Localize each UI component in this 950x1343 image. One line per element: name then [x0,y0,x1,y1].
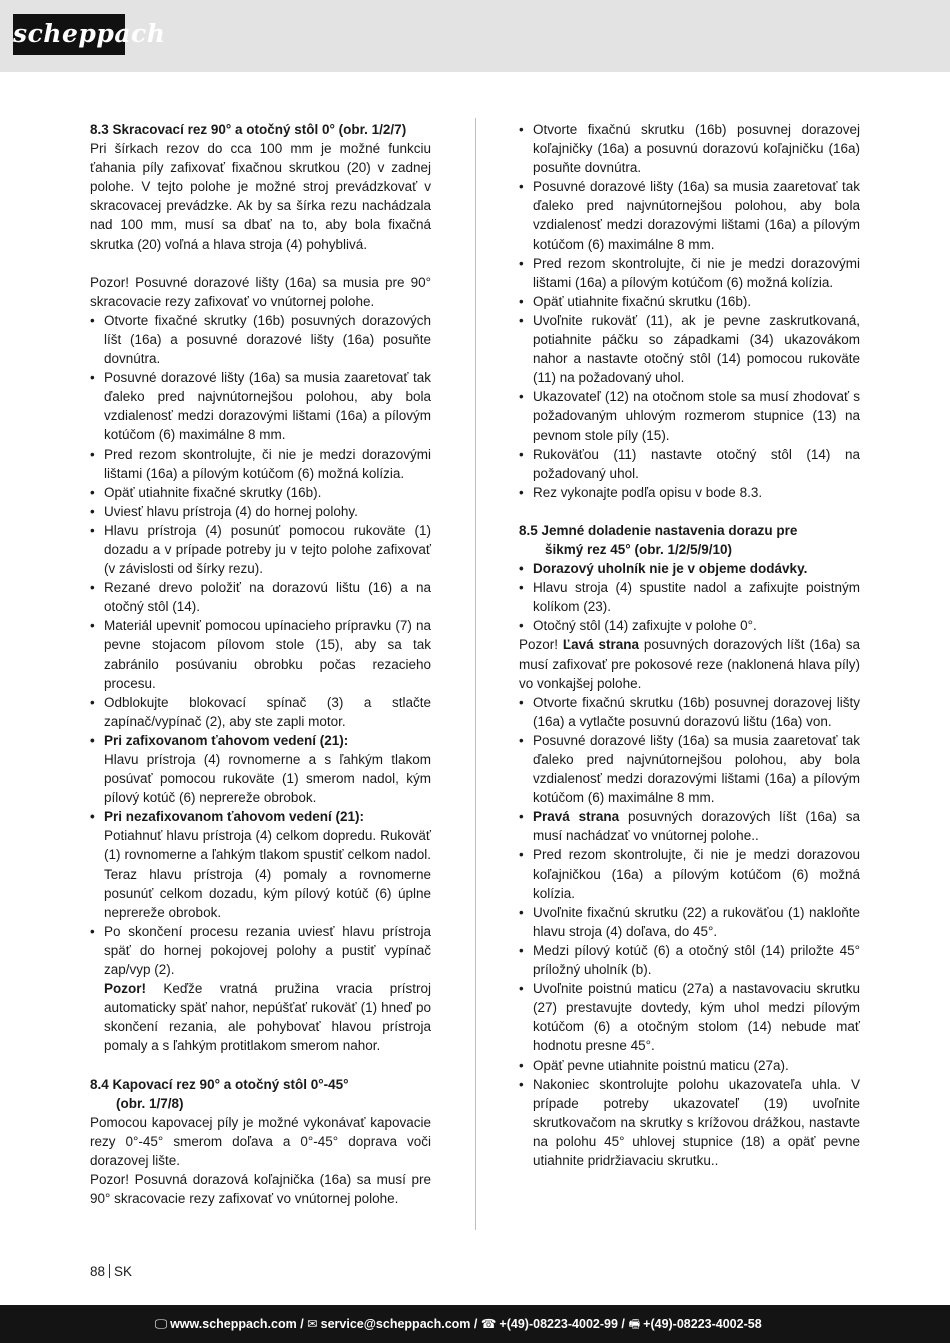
footer-fax: +(49)-08223-4002-58 [643,1317,762,1331]
list-item: • Opäť utiahnite fixačnú skrutku (16b). [519,292,860,311]
list-item: • Uviesť hlavu prístroja (4) do hornej polohy. [90,502,431,521]
phone-icon: ☎ [480,1317,497,1331]
section-8-3-title: 8.3 Skracovací rez 90° a otočný stôl 0° (obr. 1/2/7) [90,122,407,137]
section-8-5-steps [519,559,860,635]
section-8-4-warning: Pozor! Posuvná dorazová koľajnička (16a) sa musí pre 90° skracovacie rezy zafixovať vo vnútornej polohe. [90,1171,431,1207]
list-item-text: posuvných dorazových líšt (16a) sa musí nachádzať vo vnútornej polohe.. [533,809,860,844]
computer-icon: 🖵 [155,1317,168,1331]
section-8-5-warning [519,635,860,692]
warning-prefix: Pozor! [519,637,563,653]
mail-icon: ✉ [307,1317,318,1331]
section-8-4-steps [519,120,860,502]
list-item: • Opäť utiahnite fixačné skrutky (16b). [90,483,431,502]
page-footer [0,1305,950,1343]
section-8-5-title-ref: šikmý rez 45° (obr. 1/2/5/9/10) [545,541,733,557]
page-header [0,0,950,72]
section-8-3-paragraph: Pri šírkach rezov do cca 100 mm je možné funkciu ťahania píly zafixovať fixačnou skrutkou (20) v zadnej polohe. V tejto polohe je možné stroj prevádzkovať v skracovacej prevádzke. Ak by sa šírka rezu nachádzala nad 100 mm, musí sa dbať na to, aby bola fixačná skrutka (20) voľná a hlava stroja (4) pohyblivá. [90,141,431,252]
list-item: • Otvorte fixačnú skrutku (16b) posuvnej dorazovej koľajničky (16a) a posuvnú dorazovú koľajničku (16a) posuňte dovnútra. [519,120,860,177]
list-item: • Hlavu prístroja (4) posunúť pomocou rukoväte (1) dozadu a v prípade potreby ju v tejto polohe zafixovať (v závislosti od šírky rezu). [90,521,431,578]
warning-text: Keďže vratná pružina vracia prístroj automaticky späť nahor, nepúšťať rukoväť (1) hneď po skončení rezania, ale pohybovať hlavou prístroja pomaly a s ľahkým protitlakom smerom nahor. [104,981,431,1054]
list-item: • Posuvné dorazové lišty (16a) sa musia zaaretovať tak ďaleko pred najvnútornejšou polohou, aby bola vzdialenosť medzi dorazovými lištami (16a) a pílovým kotúčom (6) maximálne 8 mm. [90,368,431,444]
footer-phone: +(49)-08223-4002-99 / [499,1317,625,1331]
left-column [90,120,431,1208]
warning-text: posuvných dorazových líšt (16a) sa musí zafixovať pre pokosové reze (naklonená hlava píly) vo vonkajšej polohe. [519,637,860,691]
page-number [90,1264,132,1279]
list-item: • Pri nezafixovanom ťahovom vedení (21): [90,807,431,826]
right-column [519,120,860,1170]
list-item: • Opäť pevne utiahnite poistnú maticu (27a). [519,1056,860,1075]
footer-email[interactable]: service@scheppach.com / [320,1317,478,1331]
list-item: • Odblokujte blokovací spínač (3) a stlačte zapínač/vypínač (2), aby ste zapli motor. [90,693,431,731]
list-item: • Otvorte fixačnú skrutku (16b) posuvnej dorazovej lišty (16a) a vytlačte posuvnú dorazovú lištu (16a) von. [519,693,860,731]
list-item: • Pred rezom skontrolujte, či nie je medzi dorazovou koľajničkou (16a) a pílovým kotúčom (6) možná kolízia. [519,845,860,902]
warning-label: Pozor! [104,981,146,997]
list-subtext: Hlavu prístroja (4) rovnomerne a s ľahkým tlakom posúvať pomocou rukoväte (1) smerom nadol, kým pílový kotúč (6) neprereže obrobok. [104,752,431,806]
section-8-5-steps-2 [519,693,860,1170]
page-language: SK [114,1264,133,1279]
list-item: • Otvorte fixačné skrutky (16b) posuvných dorazových líšt (16a) a posuvné dorazové lišty (16a) posuňte dovnútra. [90,311,431,368]
list-item: • Medzi pílový kotúč (6) a otočný stôl (14) priložte 45° príložný uholník (b). [519,941,860,979]
column-divider [475,118,476,1230]
list-subtext: Potiahnuť hlavu prístroja (4) celkom dopredu. Rukoväť (1) rovnomerne a ľahkým tlakom spustiť celkom nadol. Teraz hlavu prístroja (4) pomaly a rovnomerne posunúť celkom dozadu, kým pílový kotúč (6) úplne neprereže obrobok. [104,828,431,920]
list-item: • Rezané drevo položiť na dorazovú lištu (16) a na otočný stôl (14). [90,578,431,616]
list-item: • Posuvné dorazové lišty (16a) sa musia zaaretovať tak ďaleko pred najvnútornejšou polohou, aby bola vzdialenosť medzi dorazovými lištami (16a) a pílovým kotúčom (6) maximálne 8 mm. [519,177,860,253]
list-subtext [90,979,431,1055]
list-item: • Rukoväťou (11) nastavte otočný stôl (14) na požadovaný uhol. [519,445,860,483]
list-item: • Otočný stôl (14) zafixujte v polohe 0°. [519,616,860,635]
page-number-value: 88 [90,1264,106,1279]
list-item: • Rez vykonajte podľa opisu v bode 8.3. [519,483,860,502]
right-side-label: Pravá strana [533,809,620,825]
section-8-3-steps [90,311,431,750]
list-item: • Dorazový uholník nie je v objeme dodávky. [519,559,860,578]
list-item [519,807,860,845]
left-side-label: Ľavá strana [562,637,640,653]
section-8-3-steps-2 [90,807,431,826]
list-item: • Pri zafixovanom ťahovom vedení (21): [90,731,431,750]
footer-website[interactable]: www.scheppach.com / [170,1317,304,1331]
list-item: • Po skončení procesu rezania uviesť hlavu prístroja späť do hornej pokojovej polohy a pustiť vypínač zap/vyp (2). [90,922,431,979]
page-number-separator [109,1264,110,1278]
section-8-5-title: 8.5 Jemné doladenie nastavenia dorazu pre [519,522,798,538]
fax-icon: 🖷 [628,1317,641,1331]
list-item: • Uvoľnite rukoväť (11), ak je pevne zaskrutkovaná, potiahnite páčku so západkami (34) ukazovákom nahor a nastavte otočný stôl (14) pomocou rukoväte (11) na požadovaný uhol. [519,311,860,387]
section-8-4-title-ref: (obr. 1/7/8) [116,1095,184,1111]
scheppach-logo: scheppach [13,14,125,55]
list-item: • Pred rezom skontrolujte, či nie je medzi dorazovými lištami (16a) a pílovým kotúčom (6) možná kolízia. [519,254,860,292]
list-item: • Uvoľnite poistnú maticu (27a) a nastavovaciu skrutku (27) prestavujte dovtedy, kým uhol medzi pílovým kotúčom (6) a otočným stolom (14) nebude mať hodnotu presne 45°. [519,979,860,1055]
list-item: • Posuvné dorazové lišty (16a) sa musia zaaretovať tak ďaleko pred najvnútornejšou polohou, aby bola vzdialenosť medzi dorazovými lištami (16a) a pílovým kotúčom (6) maximálne 8 mm. [519,731,860,807]
list-item: • Nakoniec skontrolujte polohu ukazovateľa uhla. V prípade potreby ukazovateľ (19) uvoľnite skrutkovačom na skrutky s krížovou drážkou, nastavte na polohu 45° uhlovej stupnice (18) a opäť pevne utiahnite pridržiavaciu skrutku.. [519,1075,860,1170]
section-8-3-warning: Pozor! Posuvné dorazové lišty (16a) sa musia pre 90° skracovacie rezy zafixovať vo vnútornej polohe. [90,274,431,309]
section-8-4-paragraph: Pomocou kapovacej píly je možné vykonávať kapovacie rezy 0°-45° smerom doľava a 0°-45° doprava voči dorazovej lište. [90,1114,431,1168]
list-item: • Uvoľnite fixačnú skrutku (22) a rukoväťou (1) nakloňte hlavu stroja (4) doľava, do 45°. [519,903,860,941]
section-8-4-title: 8.4 Kapovací rez 90° a otočný stôl 0°-45° [90,1076,349,1092]
list-item: • Ukazovateľ (12) na otočnom stole sa musí zhodovať s požadovaným uhlovým rozmerom stupnice (13) na pevnom stole píly (15). [519,387,860,444]
list-item: • Hlavu stroja (4) spustite nadol a zafixujte poistným kolíkom (23). [519,578,860,616]
section-8-3-steps-3 [90,922,431,979]
list-item: • Materiál upevniť pomocou upínacieho prípravku (7) na pevne stojacom pílovom stole (15), aby sa tak zabránilo posúvaniu obrobku počas rezacieho procesu. [90,616,431,692]
list-item: • Pred rezom skontrolujte, či nie je medzi dorazovými lištami (16a) a pílovým kotúčom (6) možná kolízia. [90,445,431,483]
